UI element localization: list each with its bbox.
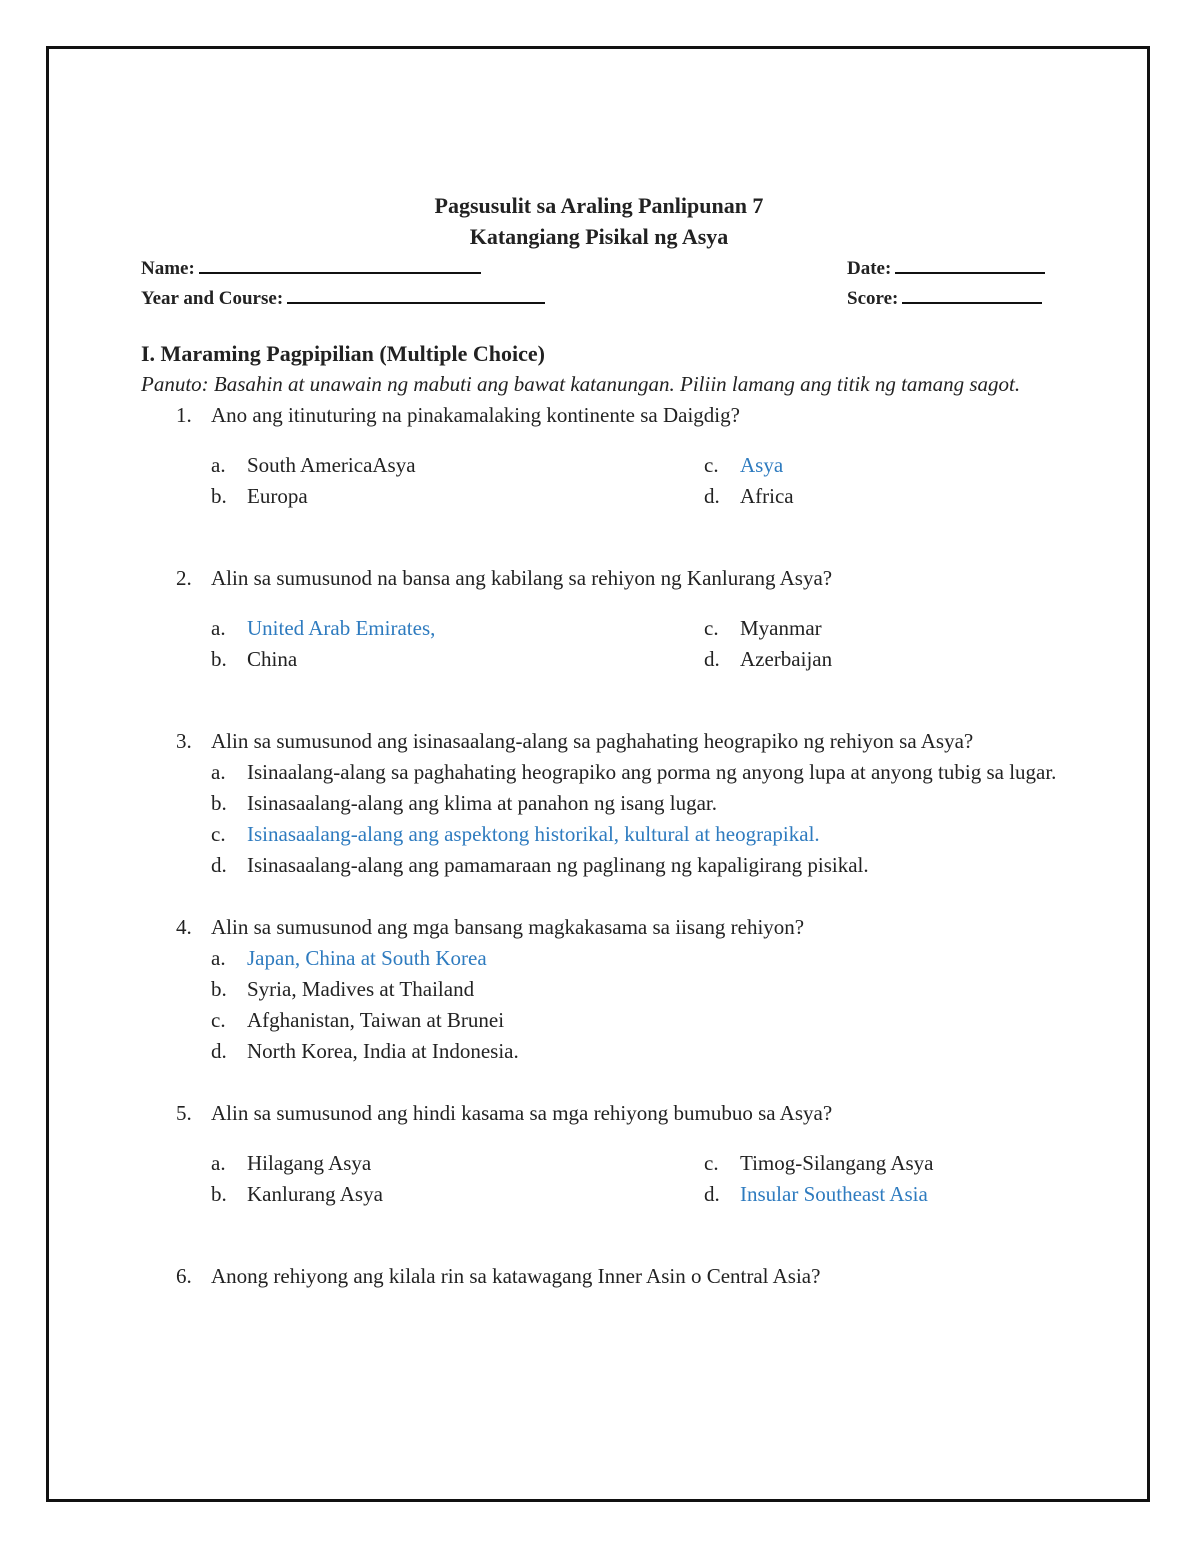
option-c[interactable] [634,613,1057,644]
option-d[interactable] [634,644,1057,675]
option-a[interactable] [141,757,1057,788]
option-letter: a. [211,1151,226,1175]
question-5-options [141,1148,1057,1210]
option-a[interactable] [141,613,634,644]
option-text: Afghanistan, Taiwan at Brunei [247,1008,505,1032]
question-number: 6. [176,1264,192,1288]
instructions: Panuto: Basahin at unawain ng mabuti ang bawat katanungan. Piliin lamang ang titik ng tamang sagot. [141,372,1021,396]
score-field [847,282,1042,314]
option-text: Hilagang Asya [247,1151,372,1175]
name-label: Name: [141,258,195,279]
question-2-options [141,613,1057,675]
question-text: Alin sa sumusunod ang isinasaalang-alang sa paghahating heograpiko ng rehiyon sa Asya? [211,729,974,753]
year-course-blank[interactable] [287,282,545,304]
question-text: Alin sa sumusunod ang mga bansang magkakasama sa iisang rehiyon? [211,915,805,939]
option-text: Timog-Silangang Asya [740,1151,934,1175]
question-number: 4. [176,915,192,939]
header-row-2 [141,282,1057,312]
option-text: Kanlurang Asya [247,1182,383,1206]
option-a[interactable] [141,450,634,481]
option-text: Isinaalang-alang sa paghahating heograpiko ang porma ng anyong lupa at anyong tubig sa lugar. [247,760,1057,784]
exam-title: Pagsusulit sa Araling Panlipunan 7 [434,193,764,218]
option-letter: a. [211,946,226,970]
option-c[interactable] [141,1005,1057,1036]
option-letter: c. [704,616,719,640]
option-text: Myanmar [740,616,822,640]
option-text: Japan, China at South Korea [247,946,487,970]
question-number: 1. [176,403,192,427]
option-d[interactable] [141,850,1057,881]
option-c[interactable] [634,1148,1057,1179]
option-letter: c. [704,453,719,477]
option-letter: d. [704,484,720,508]
option-text: Isinasaalang-alang ang klima at panahon ng isang lugar. [247,791,718,815]
question-number: 3. [176,729,192,753]
name-blank[interactable] [199,252,481,274]
option-letter: b. [211,484,227,508]
date-field [847,252,1045,284]
header-row-1 [141,252,1057,282]
option-text: Azerbaijan [740,647,833,671]
question-text: Alin sa sumusunod ang hindi kasama sa mga rehiyong bumubuo sa Asya? [211,1101,833,1125]
score-blank[interactable] [902,282,1042,304]
option-text: Africa [740,484,794,508]
name-field [141,252,481,284]
date-label: Date: [847,258,892,279]
option-text: China [247,647,298,671]
option-d[interactable] [634,1179,1057,1210]
option-text: Isinasaalang-alang ang pamamaraan ng paglinang ng kapaligirang pisikal. [247,853,869,877]
question-number: 5. [176,1101,192,1125]
option-letter: d. [704,1182,720,1206]
option-a[interactable] [141,1148,634,1179]
exam-content [141,190,1057,1292]
option-text: Insular Southeast Asia [740,1182,928,1206]
option-text: Syria, Madives at Thailand [247,977,475,1001]
option-letter: b. [211,1182,227,1206]
question-3 [141,726,1057,757]
option-text: Asya [740,453,784,477]
option-letter: c. [211,1008,226,1032]
option-letter: d. [211,853,227,877]
option-b[interactable] [141,1179,634,1210]
option-b[interactable] [141,481,634,512]
option-letter: a. [211,453,226,477]
option-text: Isinasaalang-alang ang aspektong historikal, kultural at heograpikal. [247,822,820,846]
option-letter: b. [211,791,227,815]
year-course-field [141,282,545,314]
date-blank[interactable] [895,252,1045,274]
option-letter: a. [211,760,226,784]
question-5 [141,1098,1057,1129]
option-c[interactable] [634,450,1057,481]
score-label: Score: [847,288,899,309]
question-6 [141,1261,1057,1292]
option-letter: c. [704,1151,719,1175]
option-b[interactable] [141,788,1057,819]
question-text: Alin sa sumusunod na bansa ang kabilang sa rehiyon ng Kanlurang Asya? [211,566,833,590]
question-2 [141,563,1057,594]
option-text: North Korea, India at Indonesia. [247,1039,519,1063]
option-a[interactable] [141,943,1057,974]
option-d[interactable] [634,481,1057,512]
exam-subtitle: Katangiang Pisikal ng Asya [469,224,729,249]
option-text: United Arab Emirates, [247,616,436,640]
question-1 [141,400,1057,431]
option-text: Europa [247,484,308,508]
year-course-label: Year and Course: [141,288,284,309]
question-number: 2. [176,566,192,590]
question-3-options [141,757,1057,881]
option-letter: b. [211,647,227,671]
option-letter: a. [211,616,226,640]
option-c[interactable] [141,819,1057,850]
option-text: South AmericaAsya [247,453,416,477]
question-4-options [141,943,1057,1067]
option-letter: d. [211,1039,227,1063]
option-b[interactable] [141,644,634,675]
option-b[interactable] [141,974,1057,1005]
option-letter: d. [704,647,720,671]
option-letter: b. [211,977,227,1001]
section-heading: I. Maraming Pagpipilian (Multiple Choice) [141,341,545,366]
option-letter: c. [211,822,226,846]
question-4 [141,912,1057,943]
option-d[interactable] [141,1036,1057,1067]
question-text: Ano ang itinuturing na pinakamalaking kontinente sa Daigdig? [211,403,740,427]
question-1-options [141,450,1057,512]
question-text: Anong rehiyong ang kilala rin sa katawagang Inner Asin o Central Asia? [211,1264,821,1288]
